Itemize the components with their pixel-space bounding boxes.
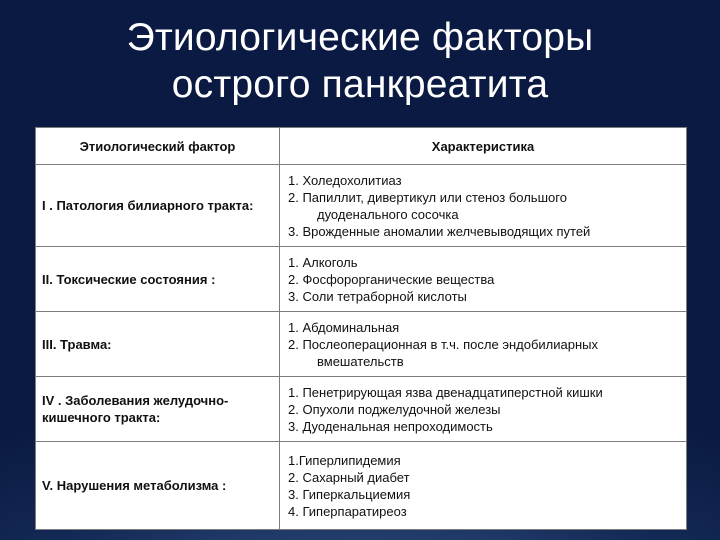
- characteristic-cell: [280, 377, 687, 442]
- list-item: дуоденального сосочка: [317, 206, 459, 222]
- slide-title-line-1: Этиологические факторы: [126, 16, 594, 59]
- list-item: 1. Алкоголь: [288, 254, 358, 270]
- table-row: [36, 377, 687, 442]
- list-item: 2. Папиллит, дивертикул или стеноз большого: [288, 189, 567, 205]
- list-item: 1. Холедохолитиаз: [288, 172, 402, 188]
- list-item: 2. Опухоли поджелудочной железы: [288, 401, 501, 417]
- list-item: 1. Абдоминальная: [288, 319, 400, 335]
- list-item: 1.Гиперлипидемия: [288, 452, 401, 468]
- list-item: 4. Гиперпаратиреоз: [288, 503, 407, 519]
- list-item: 2. Сахарный диабет: [288, 469, 410, 485]
- characteristic-cell: [280, 442, 687, 530]
- factor-cell: I . Патология билиарного тракта:: [36, 165, 280, 247]
- table-header-row: [36, 128, 687, 165]
- etiology-table: [35, 127, 687, 530]
- factor-cell: III. Травма:: [36, 312, 280, 377]
- characteristic-cell: [280, 165, 687, 247]
- list-item: 3. Гиперкальциемия: [288, 486, 411, 502]
- table-row: [36, 442, 687, 530]
- list-item: 2. Фосфорорганические вещества: [288, 271, 495, 287]
- slide-title-line-2: острого панкреатита: [171, 63, 549, 106]
- list-item: вмешательств: [317, 353, 404, 369]
- list-item: 3. Соли тетраборной кислоты: [288, 288, 467, 304]
- list-item: 1. Пенетрирующая язва двенадцатиперстной кишки: [288, 384, 603, 400]
- factor-cell: II. Токсические состояния :: [36, 247, 280, 312]
- slide-title: [0, 14, 720, 108]
- table-row: [36, 247, 687, 312]
- table-row: [36, 312, 687, 377]
- characteristic-cell: [280, 247, 687, 312]
- column-header-factor: Этиологический фактор: [36, 128, 280, 165]
- list-item: 2. Послеоперационная в т.ч. после эндобилиарных: [288, 336, 598, 352]
- factor-cell: V. Нарушения метаболизма :: [36, 442, 280, 530]
- characteristic-cell: [280, 312, 687, 377]
- column-header-characteristic: Характеристика: [280, 128, 687, 165]
- list-item: 3. Дуоденальная непроходимость: [288, 418, 493, 434]
- factor-cell: IV . Заболевания желудочно-кишечного тракта:: [36, 377, 280, 442]
- list-item: 3. Врожденные аномалии желчевыводящих путей: [288, 223, 591, 239]
- table-row: [36, 165, 687, 247]
